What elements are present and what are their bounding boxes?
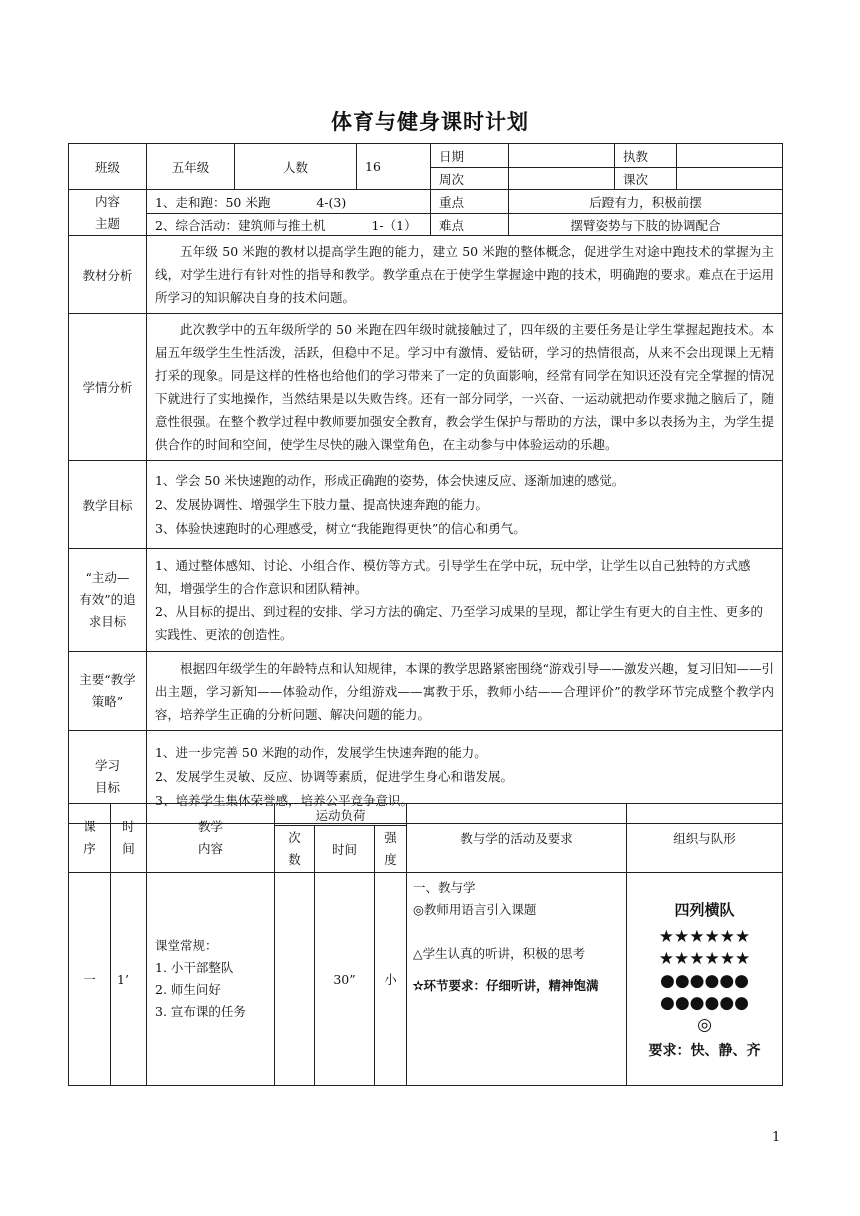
teacher-position-icon: ◎ [697,1014,712,1035]
time-header: 时 间 [111,804,147,873]
formation-requirement: 要求：快、静、齐 [648,1042,761,1059]
key-point-label: 重点 [431,190,509,214]
teacher-label: 执教 [615,144,677,168]
lesson-label: 课次 [615,168,677,190]
material-analysis-label: 教材分析 [69,236,147,314]
week-value [509,168,615,190]
table-row [69,873,783,1086]
date-label: 日期 [431,144,509,168]
date-value [509,144,615,168]
difficulty-label: 难点 [431,214,509,236]
formation-row: ●●●●●● [660,992,750,1013]
content-item-1: 1、走和跑：50 米跑 4-(3) [147,190,431,214]
active-goal-item: 2、从目标的提出、到过程的安排、学习方法的确定、乃至学习成果的呈现，都让学生有更大的自主性、更多的实践性、更浓的创造性。 [155,604,763,642]
intensity-header: 强 度 [375,826,407,873]
order-header: 课 序 [69,804,111,873]
formation-row: ★★★★★★ [658,948,751,969]
lesson-value [677,168,783,190]
learning-goal-item: 2、发展学生灵敏、反应、协调等素质，促进学生身心和谐发展。 [155,769,513,784]
teaching-goals-list [147,461,783,549]
reps-header: 次 数 [275,826,315,873]
active-goals-list [147,549,783,652]
active-goal-item: 1、通过整体感知、讨论、小组合作、模仿等方式。引导学生在学中玩，玩中学，让学生以自己独特的方式感知，增强学生的合作意识和团队精神。 [155,558,751,596]
content-item-2: 2、综合活动：建筑师与推土机 1-（1） [147,214,431,236]
learning-goal-item: 3、培养学生集体荣誉感，培养公平竞争意识。 [155,793,413,808]
row-order: 一 [69,873,111,1086]
activity-header: 教与学的活动及要求 [407,804,627,873]
student-analysis-text: 此次教学中的五年级所学的 50 米跑在四年级时就接触过了，四年级的主要任务是让学生掌握起跑技术。本届五年级学生生性活泼，活跃，但稳中不足。学习中有激情、爱钻研，学习的热情很高，从来不会出现课上无精打采的现象。同是这样的性格也给他们的学习带来了一定的负面影响，经常有同学在知识还没有完全掌握的情况下就进行了实地操作，当然结果是以失败告终。还有一部分同学，一兴奋、一运动就把动作要求抛之脑后了，随意性很强。在整个教学过程中教师要加强安全教育，教会学生保护与帮助的方法，课中多以表扬为主，为学生提供合作的时间和空间，使学生尽快的融入课堂角色，在主动参与中体验运动的乐趣。 [147,314,783,461]
list-item: 3. 宣布课的任务 [155,1004,246,1019]
key-point-value: 后蹬有力，积极前摆 [509,190,783,214]
learning-goals-label: 学习 目标 [69,731,147,824]
row-intensity: 小 [375,873,407,1086]
teacher-value [677,144,783,168]
row-reps [275,873,315,1086]
class-value: 五年级 [147,144,235,190]
teaching-goal-item: 2、发展协调性、增强学生下肢力量、提高快速奔跑的能力。 [155,496,488,512]
active-goals-label: “主动— 有效”的追 求目标 [69,549,147,652]
material-analysis-text: 五年级 50 米跑的教材以提高学生跑的能力，建立 50 米跑的整体概念，促进学生对途中跑技术的掌握为主线，对学生进行有针对性的指导和教学。教学重点在于使学生掌握途中跑的技术，明确跑的要求。难点在于运用所学习的知识解决自身的技术问题。 [147,236,783,314]
count-label: 人数 [235,144,357,190]
row-content: 课堂常规： 1. 小干部整队 2. 师生问好 3. 宣布课的任务 [147,873,275,1086]
content-label: 内容 主题 [69,190,147,236]
teaching-goal-item: 1、学会 50 米快速跑的动作，形成正确跑的姿势，体会快速反应、逐渐加速的感觉。 [155,472,625,488]
lesson-process-table [68,803,783,1086]
difficulty-value: 摆臂姿势与下肢的协调配合 [509,214,783,236]
count-value: 16 [357,144,431,190]
load-header: 运动负荷 [275,804,407,826]
formation-row: ★★★★★★ [658,926,751,947]
teaching-goal-item: 3、体验快速跑时的心理感受，树立“我能跑得更快”的信心和勇气。 [155,520,526,536]
organization-header: 组织与队形 [627,804,783,873]
week-label: 周次 [431,168,509,190]
teaching-goals-label: 教学目标 [69,461,147,549]
formation-title: 四列横队 [674,900,735,919]
content-header: 教学 内容 [147,804,275,873]
learning-goal-item: 1、进一步完善 50 米跑的动作，发展学生快速奔跑的能力。 [155,745,487,760]
row-time: 1’ [111,873,147,1086]
row-duration: 30” [315,873,375,1086]
page-title: 体育与健身课时计划 [331,110,529,134]
strategy-text: 根据四年级学生的年龄特点和认知规律，本课的教学思路紧密围绕“游戏引导——激发兴趣，复习旧知——引出主题，学习新知——体验动作，分组游戏——寓教于乐，教师小结——合理评价”的教学环节完成整个教学内容，培养学生正确的分析问题、解决问题的能力。 [147,652,783,731]
list-item: 1. 小干部整队 [155,960,234,975]
plan-header-table [68,143,783,824]
page-number: 1 [772,1130,781,1145]
row-activity: 一、教与学 ◎教师用语言引入课题 △学生认真的听讲，积极的思考 ✫环节要求：仔细听讲，精神饱满 [407,873,627,1086]
class-label: 班级 [69,144,147,190]
list-item: 2. 师生问好 [155,982,221,997]
formation-row: ●●●●●● [660,970,750,991]
duration-header: 时间 [315,826,375,873]
student-analysis-label: 学情分析 [69,314,147,461]
row-formation [627,873,783,1086]
strategy-label: 主要“教学 策略” [69,652,147,731]
